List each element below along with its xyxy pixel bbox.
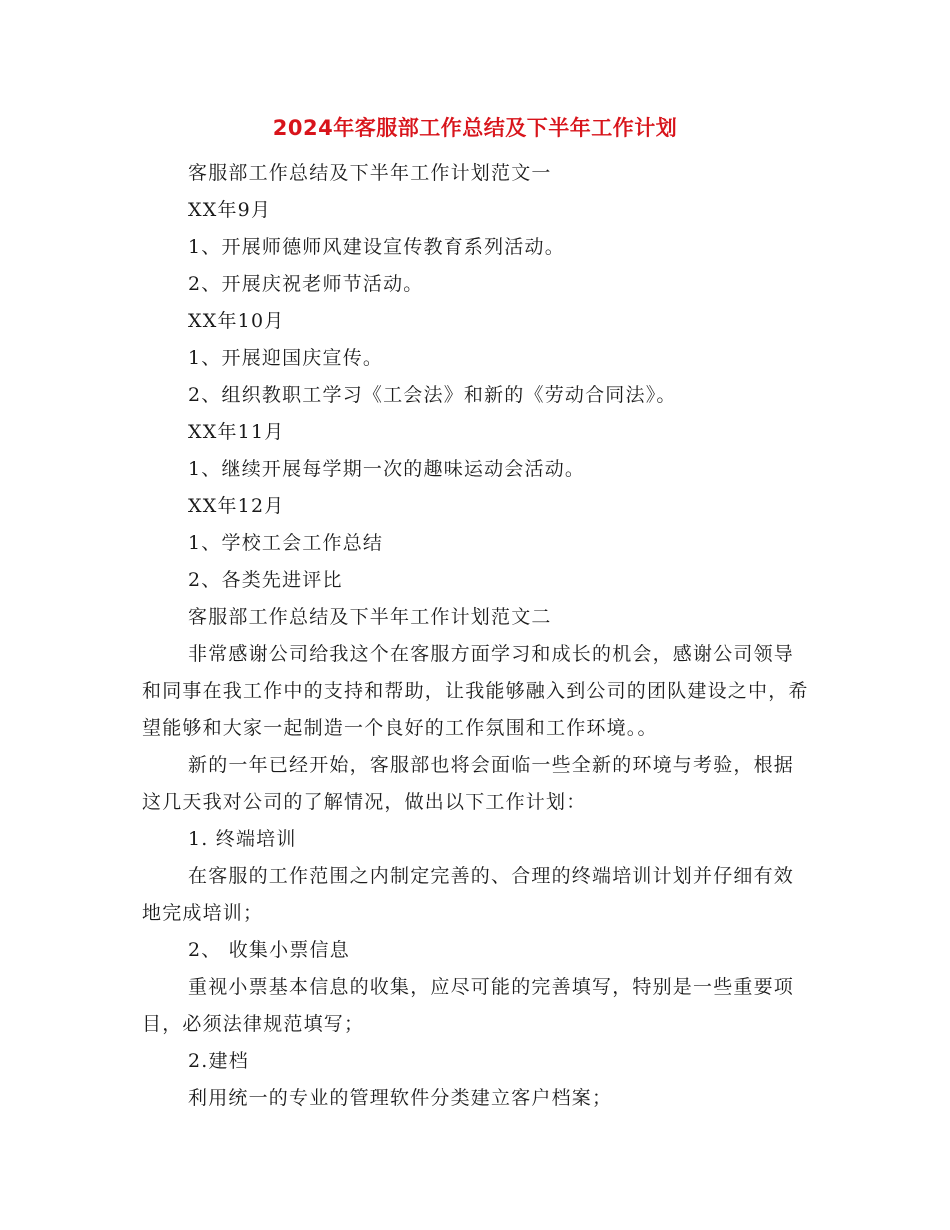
paragraph: 2、组织教职工学习《工会法》和新的《劳动合同法》。 — [188, 384, 677, 406]
paragraph: XX年12月 — [188, 495, 285, 517]
paragraph: 2.建档 — [188, 1050, 249, 1072]
paragraph: 1、开展师德师风建设宣传教育系列活动。 — [188, 236, 565, 258]
paragraph: 1、开展迎国庆宣传。 — [188, 347, 384, 369]
document-title: 2024年客服部工作总结及下半年工作计划 — [272, 116, 678, 140]
paragraph: XX年10月 — [188, 310, 285, 332]
paragraph: 2、 收集小票信息 — [188, 939, 350, 961]
paragraph: 利用统一的专业的管理软件分类建立客户档案； — [188, 1087, 613, 1109]
document-body — [142, 155, 812, 1117]
paragraph: 2、各类先进评比 — [188, 569, 343, 591]
paragraph: 新的一年已经开始，客服部也将会面临一些全新的环境与考验，根据这几天我对公司的了解情况，做出以下工作计划： — [142, 754, 795, 813]
paragraph: XX年9月 — [188, 199, 272, 221]
paragraph: 重视小票基本信息的收集，应尽可能的完善填写，特别是一些重要项目，必须法律规范填写； — [142, 976, 795, 1035]
paragraph: 客服部工作总结及下半年工作计划范文一 — [188, 162, 552, 184]
paragraph: XX年11月 — [188, 421, 285, 443]
paragraph: 2、开展庆祝老师节活动。 — [188, 273, 424, 295]
paragraph: 1. 终端培训 — [188, 828, 297, 850]
paragraph: 非常感谢公司给我这个在客服方面学习和成长的机会，感谢公司领导和同事在我工作中的支持和帮助，让我能够融入到公司的团队建设之中，希望能够和大家一起制造一个良好的工作氛围和工作环境。。 — [142, 643, 809, 739]
paragraph: 1、学校工会工作总结 — [188, 532, 384, 554]
paragraph: 1、继续开展每学期一次的趣味运动会活动。 — [188, 458, 586, 480]
paragraph: 在客服的工作范围之内制定完善的、合理的终端培训计划并仔细有效地完成培训； — [142, 865, 795, 924]
paragraph: 客服部工作总结及下半年工作计划范文二 — [188, 606, 552, 628]
